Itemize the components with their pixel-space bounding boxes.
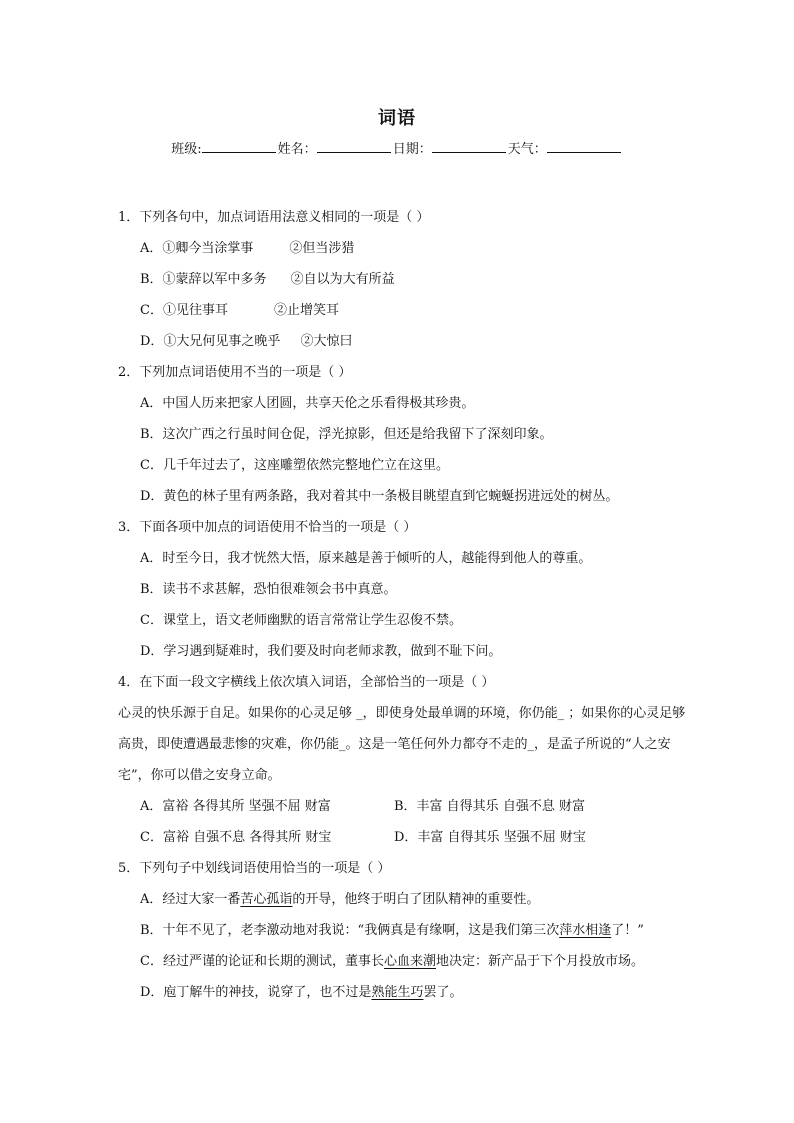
- question-2-option-a: A．中国人历来把家人团圆，共享天伦之乐看得极其珍贵。: [140, 396, 475, 411]
- question-1-stem: 1．下列各句中，加点词语用法意义相同的一项是（ ）: [118, 210, 430, 225]
- question-4-options-row-2: [118, 822, 688, 853]
- question-4-options-row-1: [118, 791, 688, 822]
- question-2-option-c: C．几千年过去了，这座雕塑依然完整地伫立在这里。: [140, 458, 449, 473]
- question-5-option-d: D．庖丁解牛的神技，说穿了，也不过是熟能生巧罢了。: [140, 985, 463, 1000]
- name-blank[interactable]: [317, 140, 391, 153]
- question-1-option-a: A．①卿今当涂掌事 ②但当涉猎: [140, 241, 355, 256]
- underlined-term: 萍水相逢: [559, 923, 612, 938]
- underlined-term: 心血来潮: [383, 954, 436, 969]
- question-4-option-d: D．丰富 自得其乐 坚强不屈 财宝: [394, 830, 586, 845]
- questions: [118, 202, 688, 1008]
- question-2-option-d: D．黄色的林子里有两条路，我对着其中一条极目眺望直到它蜿蜒拐进远处的树丛。: [140, 489, 619, 504]
- question-1-option-b: B．①蒙辞以军中多务 ②自以为大有所益: [140, 272, 395, 287]
- question-3-option-b: B．读书不求甚解，恐怕很难领会书中真意。: [140, 582, 397, 597]
- underlined-term: 熟能生巧: [371, 985, 424, 1000]
- name-label: 姓名：: [277, 142, 317, 157]
- question-3-option-c: C．课堂上，语文老师幽默的语言常常让学生忍俊不禁。: [140, 613, 462, 628]
- question-5-stem: 5．下列句子中划线词语使用恰当的一项是（ ）: [118, 861, 391, 876]
- question-4-passage: 心灵的快乐源于自足。如果你的心灵足够 _，即使身处最单调的环境，你仍能_ ；如果你的心灵足够高贵，即使遭遇最悲惨的灾难，你仍能_。这是一笔任何外力都夺不走的_，是孟子所说的“人之安宅”，你可以借之安身立命。: [118, 706, 686, 783]
- question-1-option-d: D．①大兄何见事之晚乎 ②大惊曰: [140, 334, 353, 349]
- date-blank[interactable]: [432, 140, 506, 153]
- weather-label: 天气：: [507, 142, 547, 157]
- question-4-option-b: B．丰富 自得其乐 自强不息 财富: [394, 799, 585, 814]
- info-bar: [0, 138, 794, 157]
- class-blank[interactable]: [202, 140, 276, 153]
- question-4-option-a: A．富裕 各得其所 坚强不屈 财富: [140, 799, 331, 814]
- question-4-option-c: C．富裕 自强不息 各得其所 财宝: [140, 830, 332, 845]
- question-4-stem: 4．在下面一段文字横线上依次填入词语，全部恰当的一项是（ ）: [118, 675, 495, 690]
- class-label: 班级:: [171, 142, 202, 157]
- question-1-option-c: C．①见往事耳 ②止增笑耳: [140, 303, 339, 318]
- question-3-stem: 3．下面各项中加点的词语使用不恰当的一项是（ ）: [118, 520, 417, 535]
- question-2-option-b: B．这次广西之行虽时间仓促，浮光掠影，但还是给我留下了深刻印象。: [140, 427, 553, 442]
- question-2-stem: 2．下列加点词语使用不当的一项是（ ）: [118, 365, 352, 380]
- question-3-option-d: D．学习遇到疑难时，我们要及时向老师求教，做到不耻下问。: [140, 644, 502, 659]
- date-label: 日期：: [392, 142, 432, 157]
- page-title: 词语: [378, 108, 416, 129]
- underlined-term: 苦心孤诣: [240, 892, 293, 907]
- question-3-option-a: A．时至今日，我才恍然大悟，原来越是善于倾听的人，越能得到他人的尊重。: [140, 551, 592, 566]
- weather-blank[interactable]: [547, 140, 621, 153]
- question-5-option-b: B．十年不见了，老李激动地对我说：“我俩真是有缘啊，这是我们第三次萍水相逢了！”: [140, 923, 644, 938]
- question-5-option-a: A．经过大家一番苦心孤诣的开导，他终于明白了团队精神的重要性。: [140, 892, 540, 907]
- question-5-option-c: C．经过严谨的论证和长期的测试，董事长心血来潮地决定：新产品于下个月投放市场。: [140, 954, 644, 969]
